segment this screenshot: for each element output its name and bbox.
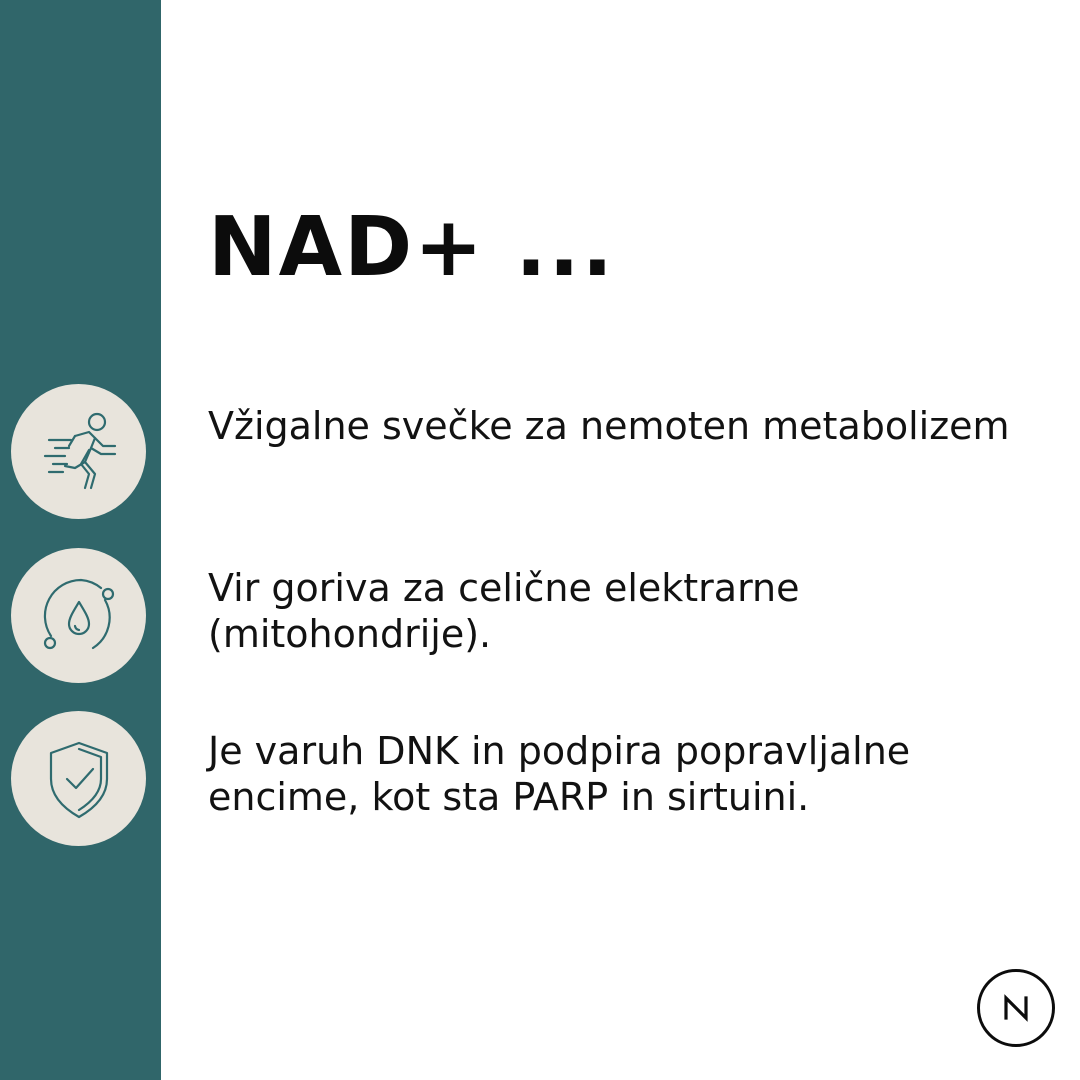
energy-drop-cycle-icon xyxy=(29,566,129,666)
benefit-text-mitochondria: Vir goriva za celične elektrarne (mitohondrije). xyxy=(208,566,800,656)
energy-drop-badge xyxy=(11,548,146,683)
running-person-icon xyxy=(29,402,129,502)
shield-check-icon xyxy=(29,729,129,829)
brand-logo xyxy=(977,969,1055,1047)
logo-n-icon xyxy=(996,988,1036,1028)
benefit-text-metabolism: Vžigalne svečke za nemoten metabolizem xyxy=(208,404,1010,448)
sidebar-stripe xyxy=(0,0,161,1080)
running-person-badge xyxy=(11,384,146,519)
shield-badge xyxy=(11,711,146,846)
benefit-text-dna: Je varuh DNK in podpira popravljalne encime, kot sta PARP in sirtuini. xyxy=(208,729,911,819)
page-title: NAD+ ... xyxy=(208,200,615,295)
